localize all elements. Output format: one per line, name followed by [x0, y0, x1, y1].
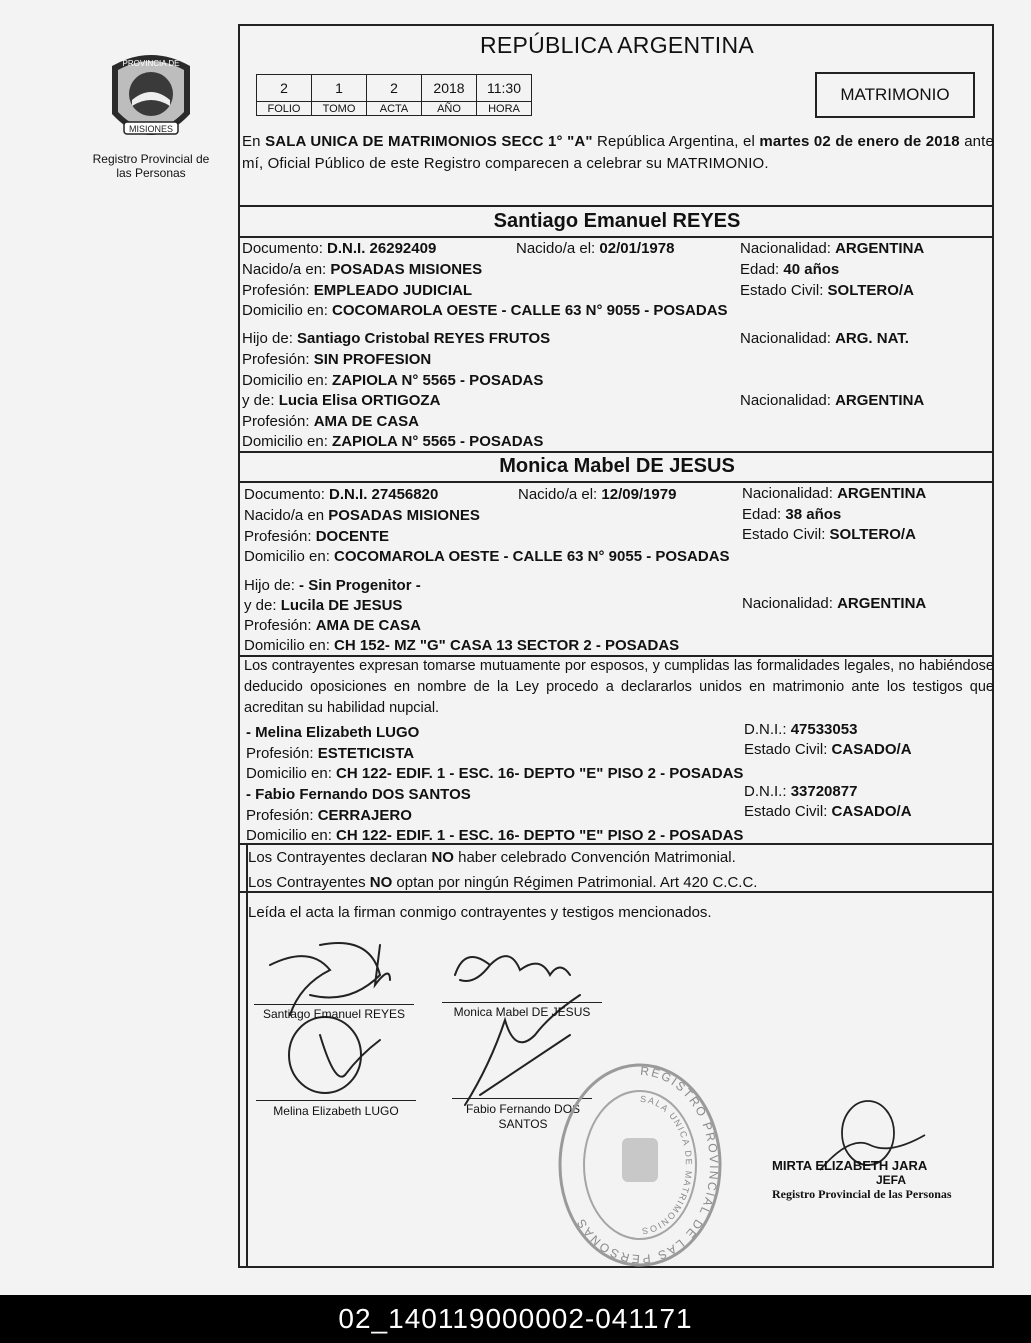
official-role: JEFA: [876, 1173, 907, 1187]
groom-mother: y de: Lucia Elisa ORTIGOZA: [242, 392, 441, 409]
official-name: MIRTA ELIZABETH JARA: [772, 1158, 928, 1173]
svg-text:SALA UNICA DE MATRIMONIOS: SALA UNICA DE MATRIMONIOS: [639, 1093, 695, 1237]
signature-line: [254, 1004, 414, 1005]
folio-value: 2: [257, 75, 312, 102]
record-meta-table: [256, 74, 532, 116]
witness2-civil-status: Estado Civil: CASADO/A: [744, 803, 912, 820]
bride-mother-address: Domicilio en: CH 152- MZ "G" CASA 13 SECTOR 2 - POSADAS: [244, 637, 680, 654]
groom-father-nationality: Nacionalidad: ARG. NAT.: [740, 330, 909, 347]
divider: [238, 236, 994, 238]
witness1-address: Domicilio en: CH 122- EDIF. 1 - ESC. 16- DEPTO "E" PISO 2 - POSADAS: [246, 765, 744, 782]
groom-birthdate: Nacido/a el: 02/01/1978: [516, 240, 675, 257]
regime-statement: Los Contrayentes NO optan por ningún Régimen Patrimonial. Art 420 C.C.C.: [248, 874, 758, 891]
anio-label: AÑO: [422, 102, 477, 116]
witness2-name: - Fabio Fernando DOS SANTOS: [246, 786, 471, 803]
divider: [238, 891, 994, 893]
acta-label: ACTA: [367, 102, 422, 116]
svg-text:MISIONES: MISIONES: [128, 124, 174, 134]
bride-birthdate: Nacido/a el: 12/09/1979: [518, 486, 677, 503]
divider: [238, 205, 994, 207]
svg-text:PROVINCIA DE: PROVINCIA DE: [122, 59, 180, 68]
tomo-value: 1: [312, 75, 367, 102]
bride-mother-profession: Profesión: AMA DE CASA: [244, 617, 421, 634]
groom-signature-name: Santiago Emanuel REYES: [262, 1007, 406, 1021]
bride-document: Documento: D.N.I. 27456820: [244, 486, 439, 503]
document-code-bar: 02_140119000002-041171: [0, 1295, 1031, 1343]
divider: [238, 843, 994, 845]
witness2-profession: Profesión: CERRAJERO: [246, 807, 412, 824]
folio-label: FOLIO: [257, 102, 312, 116]
groom-profession: Profesión: EMPLEADO JUDICIAL: [242, 282, 473, 299]
intro-paragraph: En SALA UNICA DE MATRIMONIOS SECC 1° "A" República Argentina, el martes 02 de enero de 2018 ante mí, Oficial Público de este Registro comparecen a celebrar su MATRIMONIO.: [242, 133, 994, 172]
witness1-name: - Melina Elizabeth LUGO: [246, 724, 420, 741]
groom-mother-nationality: Nacionalidad: ARGENTINA: [740, 392, 925, 409]
witness1-profession: Profesión: ESTETICISTA: [246, 745, 415, 762]
groom-father-address: Domicilio en: ZAPIOLA N° 5565 - POSADAS: [242, 372, 544, 389]
bride-civil-status: Estado Civil: SOLTERO/A: [742, 526, 916, 543]
groom-civil-status: Estado Civil: SOLTERO/A: [740, 282, 914, 299]
official-office: Registro Provincial de las Personas: [772, 1187, 952, 1201]
bride-mother: y de: Lucila DE JESUS: [244, 597, 403, 614]
bride-birthplace: Nacido/a en POSADAS MISIONES: [244, 507, 480, 524]
divider: [238, 451, 994, 453]
hora-label: HORA: [477, 102, 532, 116]
groom-address: Domicilio en: COCOMAROLA OESTE - CALLE 63 N° 9055 - POSADAS: [242, 302, 728, 319]
svg-text:REGISTRO PROVINCIAL DE LAS PER: REGISTRO PROVINCIAL DE LAS PERSONAS: [573, 1063, 722, 1267]
provincia-misiones-crest-icon: [104, 44, 198, 152]
divider: [238, 481, 994, 483]
logo-caption: Registro Provincial de las Personas: [92, 152, 210, 180]
bride-profession: Profesión: DOCENTE: [244, 528, 390, 545]
groom-father-profession: Profesión: SIN PROFESION: [242, 351, 432, 368]
groom-nationality: Nacionalidad: ARGENTINA: [740, 240, 925, 257]
bride-name-heading: Monica Mabel DE JESUS: [499, 455, 735, 477]
bride-nationality: Nacionalidad: ARGENTINA: [742, 485, 927, 502]
witness2-address: Domicilio en: CH 122- EDIF. 1 - ESC. 16- DEPTO "E" PISO 2 - POSADAS: [246, 827, 744, 844]
groom-birthplace: Nacido/a en: POSADAS MISIONES: [242, 261, 483, 278]
official-block: [772, 1158, 952, 1202]
witness1-civil-status: Estado Civil: CASADO/A: [744, 741, 912, 758]
convention-statement: Los Contrayentes declaran NO haber celebrado Convención Matrimonial.: [248, 849, 736, 866]
page-title: REPÚBLICA ARGENTINA: [479, 32, 755, 58]
witness2-dni: D.N.I.: 33720877: [744, 783, 858, 800]
groom-age: Edad: 40 años: [740, 261, 840, 278]
groom-father: Hijo de: Santiago Cristobal REYES FRUTOS: [242, 330, 551, 347]
witness1-dni: D.N.I.: 47533053: [744, 721, 858, 738]
bride-father: Hijo de: - Sin Progenitor -: [244, 577, 421, 594]
groom-mother-address: Domicilio en: ZAPIOLA N° 5565 - POSADAS: [242, 433, 544, 450]
record-type-box: MATRIMONIO: [815, 72, 975, 118]
hora-value: 11:30: [477, 75, 532, 102]
bride-mother-nationality: Nacionalidad: ARGENTINA: [742, 595, 927, 612]
signature-line: [442, 1002, 602, 1003]
groom-mother-profession: Profesión: AMA DE CASA: [242, 413, 419, 430]
groom-name-heading: Santiago Emanuel REYES: [493, 210, 741, 232]
official-seal-icon: [556, 1060, 724, 1270]
signature-line: [256, 1100, 416, 1101]
closing-statement: Leída el acta la firman conmigo contrayentes y testigos mencionados.: [248, 904, 712, 921]
bride-age: Edad: 38 años: [742, 506, 842, 523]
tomo-label: TOMO: [312, 102, 367, 116]
groom-document: Documento: D.N.I. 26292409: [242, 240, 437, 257]
witness1-signature-name: Melina Elizabeth LUGO: [273, 1104, 399, 1118]
witness2-signature-name: Fabio Fernando DOS SANTOS: [465, 1102, 581, 1131]
bride-signature-name: Monica Mabel DE JESUS: [453, 1005, 591, 1019]
declaration-paragraph: Los contrayentes expresan tomarse mutuamente por esposos, y cumplidas las formalidades legales, no habiéndose deducido oposiciones en nombre de la Ley procedo a declararlos unidos en matrimonio ante los testigos que acreditan su habilidad nupcial.: [244, 658, 994, 716]
anio-value: 2018: [422, 75, 477, 102]
acta-value: 2: [367, 75, 422, 102]
bride-address: Domicilio en: COCOMAROLA OESTE - CALLE 63 N° 9055 - POSADAS: [244, 548, 730, 565]
